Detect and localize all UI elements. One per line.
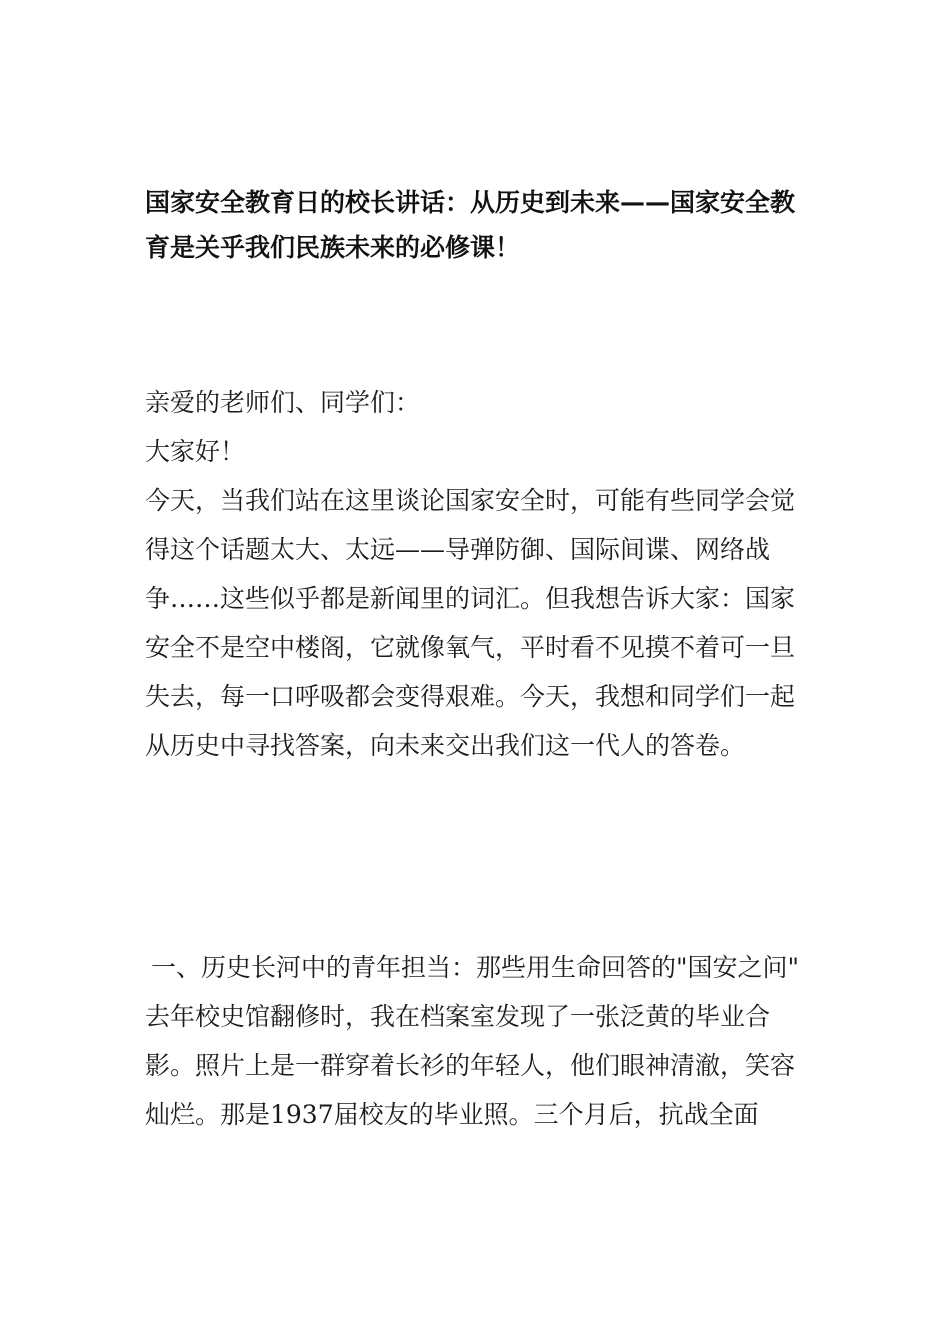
intro-paragraph: 今天，当我们站在这里谈论国家安全时，可能有些同学会觉得这个话题太大、太远——导弹防御、国际间谍、网络战争……这些似乎都是新闻里的词汇。但我想告诉大家：国家安全不是空中楼阁，它就像氧气，平时看不见摸不着可一旦失去，每一口呼吸都会变得艰难。今天，我想和同学们一起从历史中寻找答案，向未来交出我们这一代人的答卷。 xyxy=(145,486,796,760)
opening-block xyxy=(145,378,810,770)
section-paragraph: 去年校史馆翻修时，我在档案室发现了一张泛黄的毕业合影。照片上是一群穿着长衫的年轻人，他们眼神清澈，笑容灿烂。那是1937届校友的毕业照。三个月后，抗战全面 xyxy=(145,1002,796,1129)
document-title: 国家安全教育日的校长讲话：从历史到未来——国家安全教育是关乎我们民族未来的必修课！ xyxy=(145,188,796,262)
greeting-text: 大家好！ xyxy=(145,437,246,466)
salutation-text: 亲爱的老师们、同学们： xyxy=(145,388,421,417)
section-one xyxy=(145,943,810,1139)
section-heading: 一、历史长河中的青年担当：那些用生命回答的"国安之问" xyxy=(151,953,800,982)
